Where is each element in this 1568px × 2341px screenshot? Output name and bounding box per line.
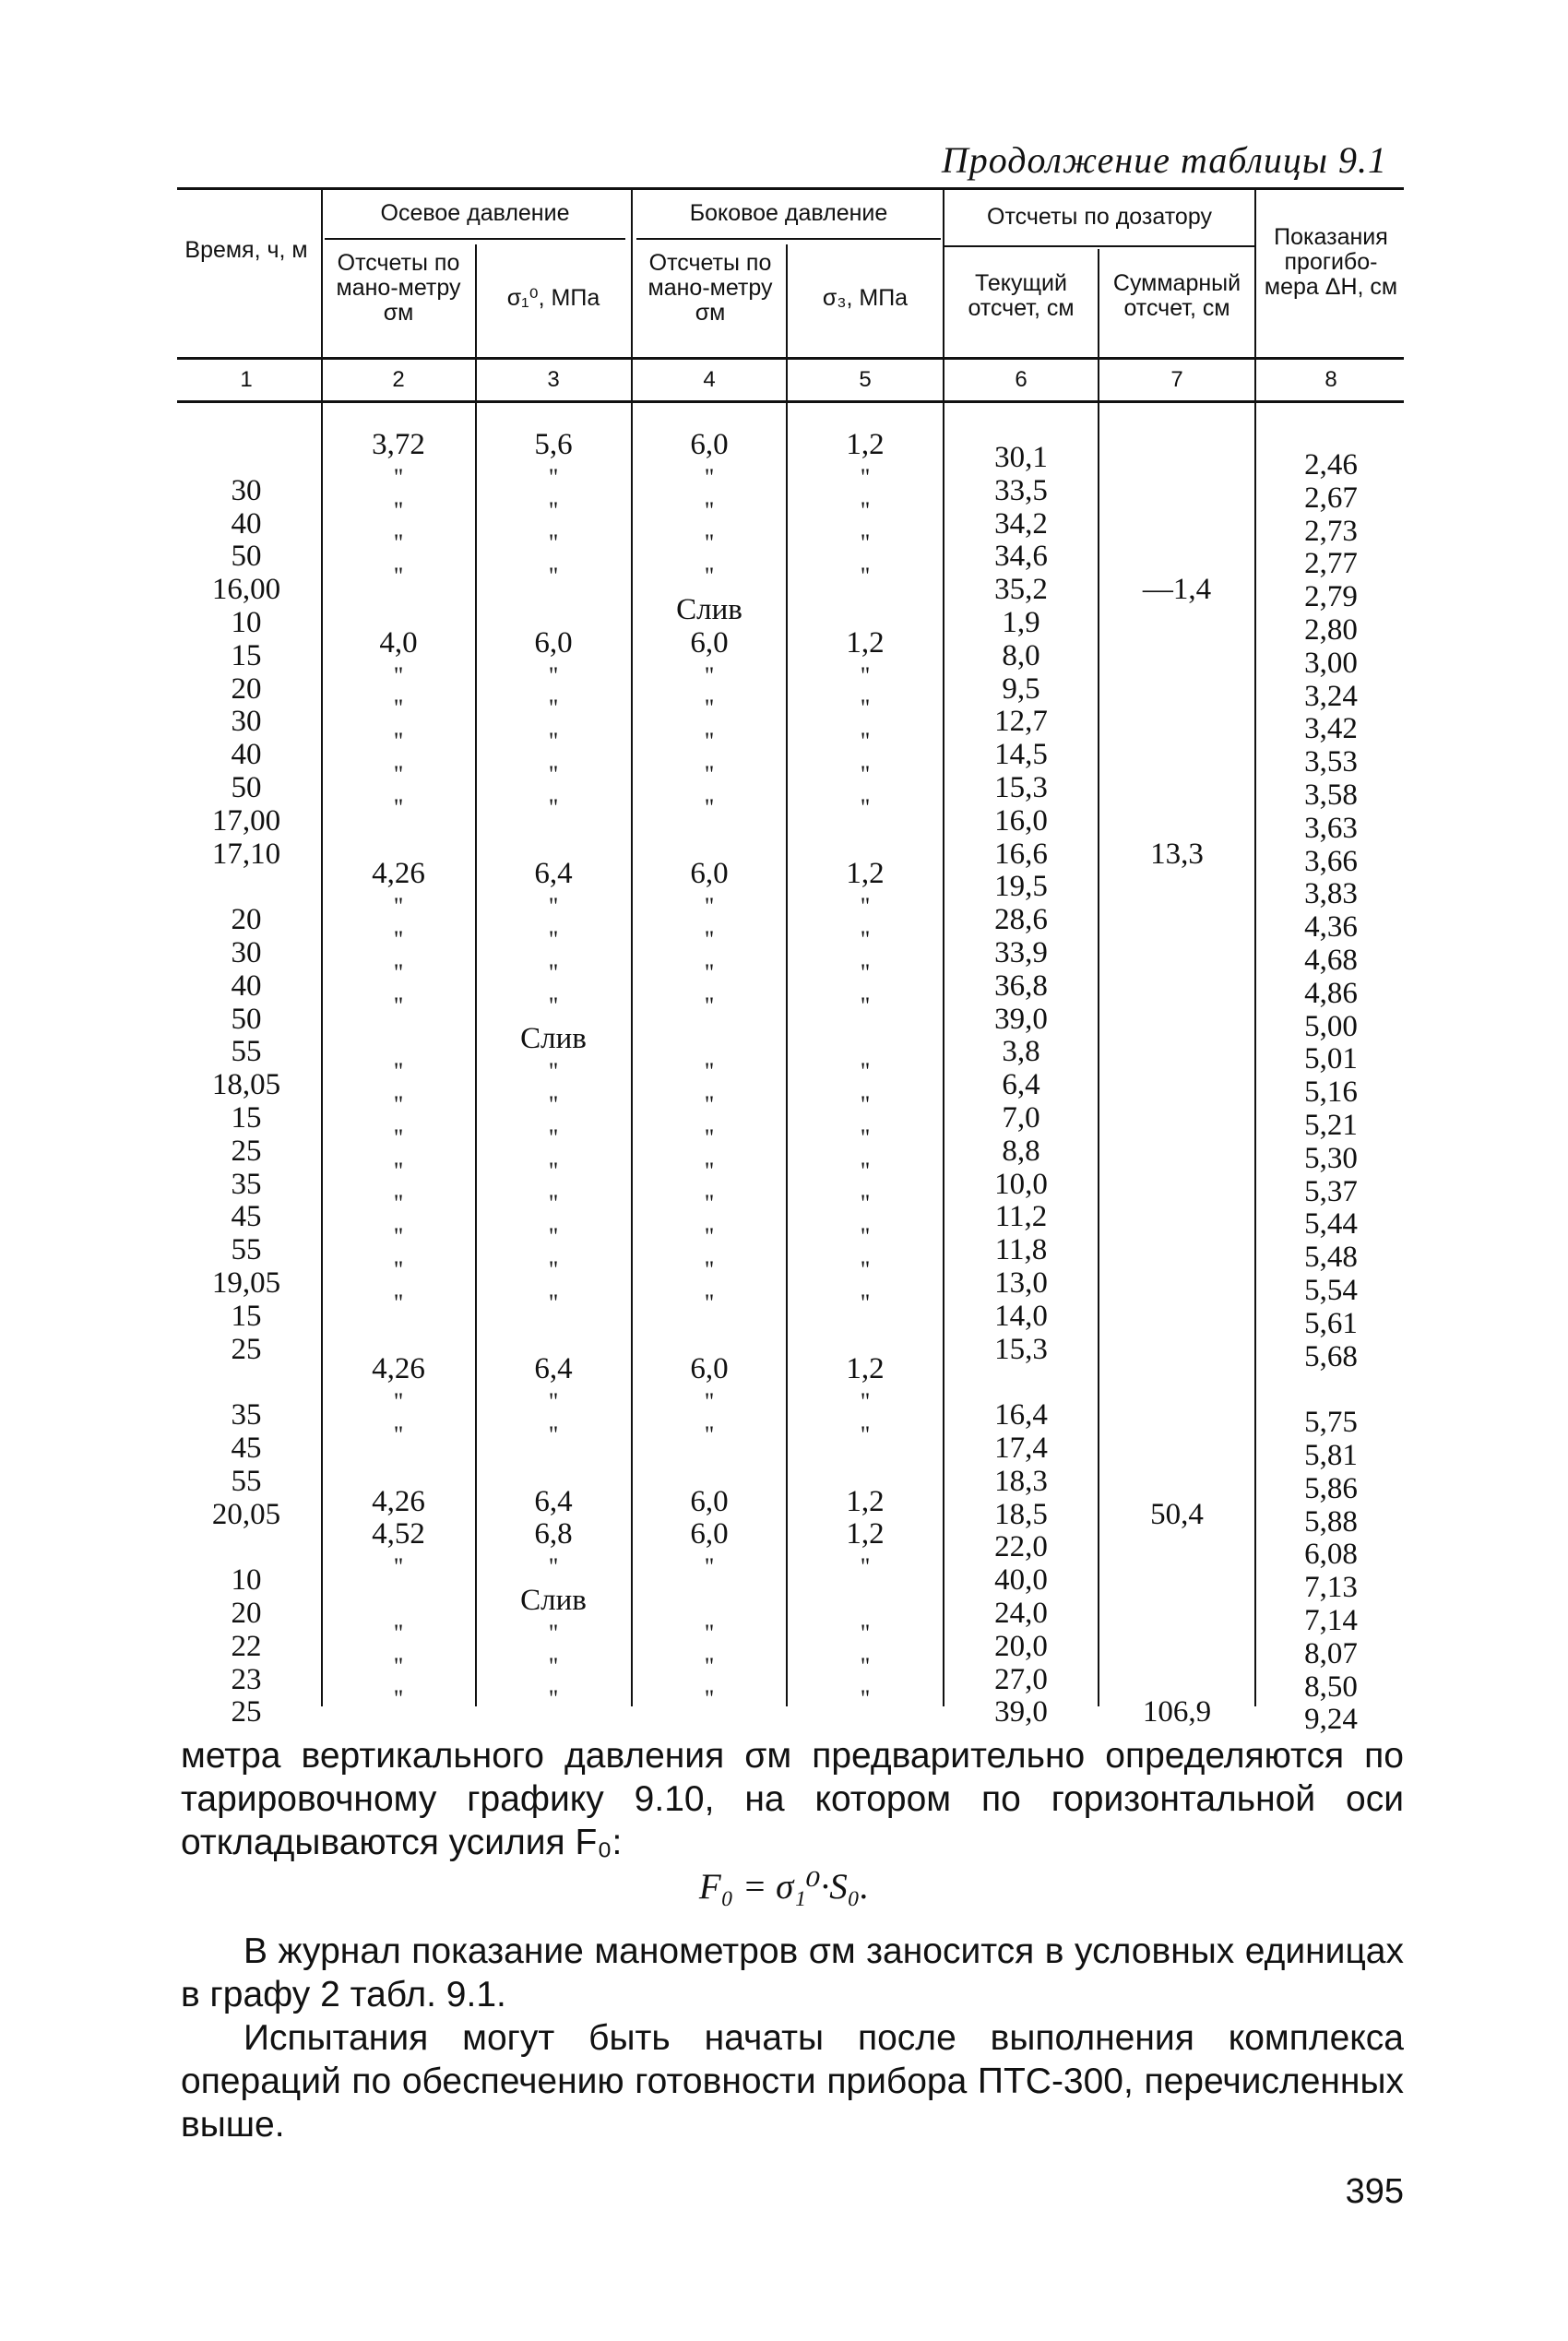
table-cell: 25	[231, 1695, 262, 1729]
table-cell: "	[860, 1652, 871, 1680]
table-cell: 30,1	[994, 441, 1048, 474]
table-cell: "	[860, 695, 871, 722]
table-cell: "	[393, 958, 404, 986]
table-cell: "	[860, 1619, 871, 1646]
table-cell: "	[860, 793, 871, 821]
col-divider-1	[321, 189, 323, 1706]
table-cell: 4,26	[372, 857, 425, 891]
table-cell: 6,0	[534, 625, 573, 660]
table-cell: "	[548, 1190, 559, 1218]
column-number: 4	[703, 367, 716, 392]
table-cell: "	[704, 761, 715, 788]
table-cell: 39,0	[994, 1695, 1048, 1729]
header-axial-sigma: σ₁⁰, МПа	[506, 285, 600, 311]
table-cell: 40,0	[994, 1563, 1048, 1598]
table-colnum-rule	[177, 400, 1404, 403]
column-number: 2	[392, 367, 405, 392]
table-cell: 55	[231, 1035, 262, 1069]
header-time: Время, ч, м	[184, 237, 308, 263]
table-cell: "	[548, 761, 559, 788]
col-divider-3	[631, 189, 633, 1706]
table-cell: "	[548, 1256, 559, 1283]
table-cell: 33,5	[994, 473, 1048, 507]
table-cell: "	[548, 463, 559, 491]
table-cell: "	[548, 893, 559, 921]
table-cell: 1,9	[1002, 606, 1040, 639]
table-cell: 22	[231, 1629, 262, 1663]
table-cell: "	[393, 1388, 404, 1416]
table-cell: 17,00	[211, 803, 281, 838]
table-cell: 20	[231, 1597, 262, 1630]
table-cell: "	[704, 1388, 715, 1416]
table-cell: "	[860, 1289, 871, 1316]
table-cell: "	[393, 463, 404, 491]
table-cell: "	[704, 661, 715, 689]
table-cell: "	[704, 563, 715, 590]
table-cell: "	[548, 1223, 559, 1251]
table-cell: "	[393, 992, 404, 1019]
table-cell: "	[548, 1553, 559, 1581]
column-number: 7	[1170, 367, 1183, 392]
table-cell: "	[393, 529, 404, 557]
table-cell: 25	[231, 1134, 262, 1168]
table-cell: "	[860, 1190, 871, 1218]
table-cell: "	[704, 1157, 715, 1184]
table-cell: 34,2	[994, 506, 1048, 541]
table-cell: "	[860, 563, 871, 590]
header-axial-group: Осевое давление	[380, 200, 570, 226]
paragraph-3: Испытания могут быть начаты после выполнения комплекса операций по обеспечению готовности прибора ПТС-300, перечисленных выше.	[181, 2018, 1404, 2145]
table-cell: "	[704, 1553, 715, 1581]
table-cell: 2,80	[1304, 613, 1358, 647]
table-cell: 28,6	[994, 903, 1048, 937]
table-cell: "	[704, 1256, 715, 1283]
table-cell: "	[393, 761, 404, 788]
table-cell: 16,4	[994, 1398, 1048, 1432]
table-cell: Слив	[676, 593, 742, 626]
table-cell: "	[548, 1123, 559, 1151]
table-cell: "	[548, 695, 559, 722]
table-cell: "	[548, 496, 559, 524]
table-cell: 30	[231, 705, 262, 739]
header-lateral-sigma: σ₃, МПа	[822, 285, 909, 311]
table-cell: "	[548, 728, 559, 755]
table-cell: "	[860, 529, 871, 557]
table-cell: Слив	[520, 1022, 587, 1056]
table-cell: 8,50	[1304, 1670, 1358, 1704]
table-cell: "	[548, 529, 559, 557]
table-cell: "	[860, 1157, 871, 1184]
table-cell: "	[548, 1619, 559, 1646]
table-cell: "	[860, 1223, 871, 1251]
table-cell: "	[704, 893, 715, 921]
table-cell: "	[860, 463, 871, 491]
table-cell: 5,16	[1304, 1075, 1358, 1110]
doser-group-rule	[943, 245, 1254, 247]
table-cell: "	[548, 1058, 559, 1086]
table-cell: 5,30	[1304, 1141, 1358, 1175]
table-cell: 6,08	[1304, 1538, 1358, 1572]
table-cell: 6,4	[534, 857, 573, 891]
table-cell: 10	[231, 606, 262, 639]
table-cell: 4,36	[1304, 910, 1358, 945]
col-divider-6	[1098, 249, 1099, 1706]
table-caption: Продолжение таблицы 9.1	[941, 139, 1387, 181]
table-cell: "	[393, 1157, 404, 1184]
table-cell: 7,13	[1304, 1571, 1358, 1605]
table-cell: 6,0	[690, 857, 729, 891]
table-cell: 50	[231, 771, 262, 804]
table-header-rule	[177, 357, 1404, 360]
table-cell: "	[548, 1091, 559, 1118]
header-axial-manometer: Отсчеты по мано-метру σм	[336, 250, 461, 326]
table-cell: 18,5	[994, 1497, 1048, 1531]
table-cell: 16,0	[994, 803, 1048, 838]
table-cell: 6,8	[534, 1517, 573, 1551]
table-cell: 15,3	[994, 771, 1048, 804]
table-cell: 2,73	[1304, 514, 1358, 548]
table-cell: 2,79	[1304, 580, 1358, 614]
table-cell: "	[704, 992, 715, 1019]
table-cell: "	[860, 958, 871, 986]
table-cell: 50	[231, 540, 262, 574]
table-cell: "	[393, 1652, 404, 1680]
table-cell: 15,3	[994, 1332, 1048, 1366]
table-cell: "	[704, 728, 715, 755]
table-cell: "	[393, 1223, 404, 1251]
table-cell: 8,0	[1002, 638, 1040, 672]
table-cell: "	[860, 761, 871, 788]
table-cell: 8,8	[1002, 1134, 1040, 1168]
table-cell: 5,68	[1304, 1339, 1358, 1373]
table-cell: 1,2	[846, 857, 885, 891]
table-cell: "	[704, 1058, 715, 1086]
table-cell: 11,2	[994, 1200, 1048, 1234]
table-cell: 13,3	[1150, 837, 1204, 871]
table-cell: 24,0	[994, 1597, 1048, 1630]
table-cell: "	[548, 1421, 559, 1448]
table-cell: —1,4	[1142, 573, 1212, 607]
table-cell: "	[704, 1091, 715, 1118]
table-cell: 6,0	[690, 428, 729, 461]
table-cell: 30	[231, 936, 262, 969]
table-cell: "	[393, 1619, 404, 1646]
table-cell: 18,3	[994, 1464, 1048, 1498]
table-cell: 6,4	[1002, 1068, 1040, 1102]
table-cell: 7,14	[1304, 1604, 1358, 1637]
table-cell: 3,00	[1304, 646, 1358, 680]
table-cell: 27,0	[994, 1662, 1048, 1696]
paragraph-2: В журнал показание манометров σм заносится в условных единицах в графу 2 табл. 9.1.	[181, 1931, 1404, 2014]
table-cell: "	[548, 958, 559, 986]
col-divider-2	[475, 244, 477, 1706]
table-cell: 6,0	[690, 1517, 729, 1551]
table-cell: "	[393, 926, 404, 953]
column-number: 1	[240, 367, 253, 392]
column-number: 3	[547, 367, 560, 392]
table-cell: 5,54	[1304, 1274, 1358, 1307]
table-cell: 50,4	[1150, 1497, 1204, 1531]
table-cell: 17,10	[211, 837, 281, 871]
table-cell: 9,24	[1304, 1703, 1358, 1737]
table-cell: 4,52	[372, 1517, 425, 1551]
table-cell: "	[704, 958, 715, 986]
table-cell: 106,9	[1142, 1695, 1212, 1729]
table-cell: "	[393, 661, 404, 689]
column-number: 6	[1015, 367, 1028, 392]
table-cell: "	[548, 992, 559, 1019]
table-cell: "	[860, 1256, 871, 1283]
table-cell: 34,6	[994, 540, 1048, 574]
table-cell: 10,0	[994, 1167, 1048, 1201]
table-cell: 8,07	[1304, 1636, 1358, 1670]
table-cell: "	[860, 926, 871, 953]
table-cell: 4,26	[372, 1352, 425, 1386]
table-cell: 20,05	[211, 1497, 281, 1531]
table-cell: "	[548, 926, 559, 953]
table-cell: "	[393, 496, 404, 524]
table-cell: "	[393, 1553, 404, 1581]
table-cell: 19,05	[211, 1266, 281, 1300]
table-cell: "	[548, 1289, 559, 1316]
paragraph-1: метра вертикального давления σм предварительно определяются по тарировочному графику 9.10, на котором по горизонтальной оси откладываются усилия F₀:	[181, 1736, 1404, 1862]
table-cell: "	[704, 1421, 715, 1448]
table-cell: 6,0	[690, 625, 729, 660]
table-cell: "	[548, 1685, 559, 1713]
table-cell: "	[704, 463, 715, 491]
col-divider-5	[943, 189, 944, 1706]
table-cell: 40	[231, 968, 262, 1003]
table-cell: 2,67	[1304, 481, 1358, 515]
table-cell: "	[704, 926, 715, 953]
table-cell: 3,53	[1304, 745, 1358, 779]
table-cell: "	[393, 563, 404, 590]
table-cell: 50	[231, 1002, 262, 1036]
table-cell: 3,42	[1304, 712, 1358, 746]
table-cell: 22,0	[994, 1530, 1048, 1564]
table-cell: "	[860, 893, 871, 921]
table-cell: "	[548, 1157, 559, 1184]
table-cell: 35	[231, 1167, 262, 1201]
table-cell: "	[860, 1421, 871, 1448]
table-cell: 3,8	[1002, 1035, 1040, 1069]
table-cell: 11,8	[994, 1233, 1048, 1267]
table-cell: 40	[231, 738, 262, 772]
table-cell: "	[704, 1289, 715, 1316]
table-cell: "	[393, 1190, 404, 1218]
table-top-rule	[177, 187, 1404, 190]
table-cell: 33,9	[994, 936, 1048, 969]
table-cell: 14,5	[994, 738, 1048, 772]
table-cell: "	[704, 793, 715, 821]
table-cell: "	[860, 992, 871, 1019]
table-cell: "	[860, 1123, 871, 1151]
table-cell: "	[393, 728, 404, 755]
table-cell: "	[548, 661, 559, 689]
table-cell: 6,0	[690, 1484, 729, 1518]
table-cell: 6,0	[690, 1352, 729, 1386]
table-cell: 19,5	[994, 870, 1048, 904]
table-cell: "	[704, 529, 715, 557]
table-cell: 5,44	[1304, 1207, 1358, 1242]
table-cell: 5,48	[1304, 1241, 1358, 1275]
table-cell: 1,2	[846, 428, 885, 461]
lateral-group-rule	[636, 238, 941, 240]
table-cell: "	[860, 728, 871, 755]
table-cell: 6,4	[534, 1484, 573, 1518]
header-deflection: Показания прогибо-мера ΔH, см	[1264, 224, 1398, 300]
table-cell: "	[548, 1652, 559, 1680]
table-cell: 45	[231, 1432, 262, 1465]
table-cell: 16,6	[994, 837, 1048, 871]
table-cell: 39,0	[994, 1002, 1048, 1036]
header-doser-group: Отсчеты по дозатору	[987, 204, 1212, 230]
column-number: 8	[1324, 367, 1337, 392]
table-cell: 36,8	[994, 968, 1048, 1003]
table-cell: "	[393, 1421, 404, 1448]
table-cell: 1,2	[846, 1517, 885, 1551]
table-cell: 20	[231, 671, 262, 706]
table-cell: 13,0	[994, 1266, 1048, 1300]
table-cell: "	[860, 661, 871, 689]
column-number: 5	[859, 367, 872, 392]
table-cell: 15	[231, 638, 262, 672]
table-cell: 15	[231, 1299, 262, 1333]
page-number: 395	[1345, 2172, 1404, 2211]
table-cell: 5,88	[1304, 1504, 1358, 1539]
table-cell: 4,0	[379, 625, 418, 660]
table-cell: 5,01	[1304, 1042, 1358, 1076]
table-cell: 15	[231, 1101, 262, 1135]
table-cell: 40	[231, 506, 262, 541]
table-cell: 3,72	[372, 428, 425, 461]
table-cell: 3,66	[1304, 844, 1358, 878]
axial-group-rule	[325, 238, 625, 240]
table-cell: "	[704, 1619, 715, 1646]
table-cell: 3,58	[1304, 778, 1358, 812]
table-cell: "	[860, 1388, 871, 1416]
col-divider-7	[1254, 189, 1256, 1706]
table-cell: 4,86	[1304, 976, 1358, 1010]
table-cell: "	[704, 695, 715, 722]
table-cell: 1,2	[846, 1352, 885, 1386]
table-cell: "	[704, 1223, 715, 1251]
table-cell: "	[393, 893, 404, 921]
table-cell: 5,61	[1304, 1306, 1358, 1340]
table-cell: "	[393, 695, 404, 722]
table-cell: 55	[231, 1464, 262, 1498]
table-cell: 4,68	[1304, 944, 1358, 977]
table-cell: 25	[231, 1332, 262, 1366]
table-cell: 3,83	[1304, 877, 1358, 911]
table-cell: "	[704, 496, 715, 524]
table-cell: 7,0	[1002, 1101, 1040, 1135]
table-cell: "	[393, 793, 404, 821]
table-cell: 5,00	[1304, 1009, 1358, 1043]
table-cell: "	[393, 1289, 404, 1316]
table-cell: "	[393, 1256, 404, 1283]
col-divider-4	[786, 244, 788, 1706]
table-cell: 17,4	[994, 1432, 1048, 1465]
header-doser-current: Текущий отсчет, см	[968, 270, 1075, 321]
table-cell: "	[548, 793, 559, 821]
table-cell: 55	[231, 1233, 262, 1267]
table-cell: 6,4	[534, 1352, 573, 1386]
table-cell: 35	[231, 1398, 262, 1432]
table-cell: 5,21	[1304, 1109, 1358, 1142]
table-cell: "	[860, 1553, 871, 1581]
table-cell: 5,81	[1304, 1439, 1358, 1472]
table-cell: 2,77	[1304, 547, 1358, 581]
header-doser-total: Суммарный отсчет, см	[1112, 270, 1241, 321]
table-cell: 23	[231, 1662, 262, 1696]
table-cell: 20	[231, 903, 262, 937]
table-cell: "	[548, 1388, 559, 1416]
table-cell: "	[393, 1058, 404, 1086]
table-cell: 1,2	[846, 1484, 885, 1518]
formula: F₀ = σ₁⁰·S₀.	[698, 1867, 870, 1907]
table-cell: 30	[231, 473, 262, 507]
table-cell: 3,24	[1304, 679, 1358, 713]
table-cell: "	[860, 496, 871, 524]
table-cell: 1,2	[846, 625, 885, 660]
table-cell: 9,5	[1002, 671, 1040, 706]
table-cell: Слив	[520, 1584, 587, 1617]
table-cell: "	[704, 1190, 715, 1218]
table-cell: "	[548, 563, 559, 590]
table-cell: 5,37	[1304, 1174, 1358, 1208]
table-cell: 20,0	[994, 1629, 1048, 1663]
table-cell: 18,05	[211, 1068, 281, 1102]
table-cell: 14,0	[994, 1299, 1048, 1333]
table-cell: "	[704, 1123, 715, 1151]
table-cell: "	[860, 1058, 871, 1086]
table-cell: 5,6	[534, 428, 573, 461]
table-cell: 5,86	[1304, 1471, 1358, 1505]
table-cell: "	[393, 1091, 404, 1118]
table-cell: "	[860, 1091, 871, 1118]
header-lateral-group: Боковое давление	[689, 200, 888, 226]
table-cell: "	[704, 1685, 715, 1713]
table-cell: 45	[231, 1200, 262, 1234]
table-cell: "	[860, 1685, 871, 1713]
table-cell: "	[393, 1685, 404, 1713]
table-cell: "	[704, 1652, 715, 1680]
header-lateral-manometer: Отсчеты по мано-метру σм	[647, 250, 773, 326]
table-cell: 5,75	[1304, 1406, 1358, 1440]
table-cell: 10	[231, 1563, 262, 1598]
table-cell: 12,7	[994, 705, 1048, 739]
table-cell: 16,00	[211, 573, 281, 607]
table-cell: 4,26	[372, 1484, 425, 1518]
table-cell: 3,63	[1304, 811, 1358, 845]
table-cell: "	[393, 1123, 404, 1151]
table-cell: 35,2	[994, 573, 1048, 607]
table-cell: 2,46	[1304, 448, 1358, 481]
